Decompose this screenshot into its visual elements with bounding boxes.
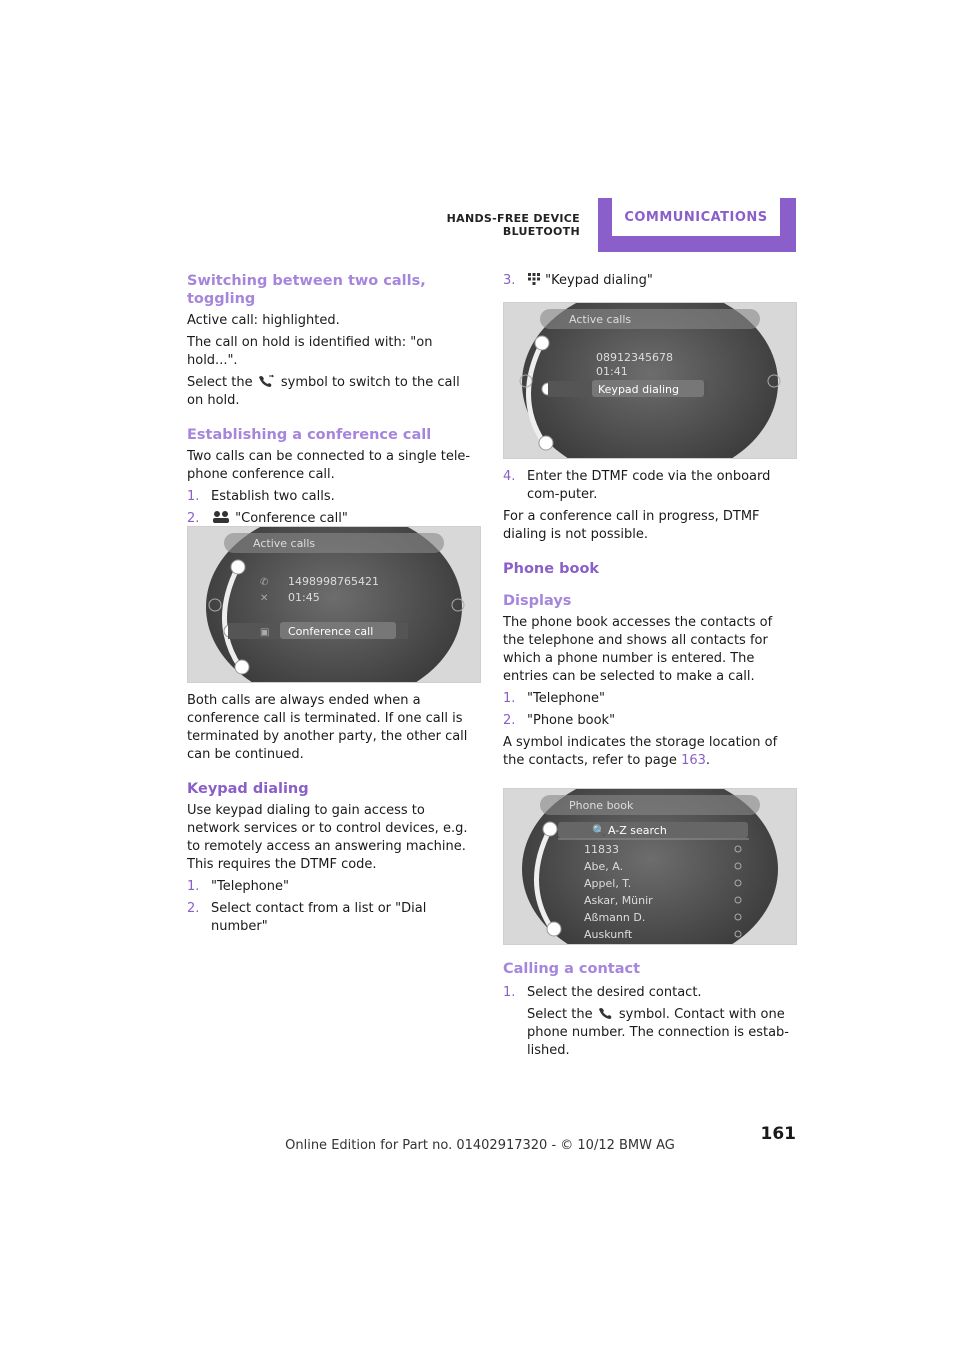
right-column	[503, 272, 795, 294]
phone-handset-icon	[597, 1007, 615, 1019]
list-item: 4. Enter the DTMF code via the onboard com-puter.	[503, 469, 771, 502]
contact-row: Auskunft	[584, 928, 633, 941]
screen-search: A-Z search	[608, 824, 667, 837]
text-keypad: Use keypad dialing to gain access to network services or to control devices, e.g. to remotely access an answering machine. This requires the DTMF code.	[187, 803, 468, 872]
left-column	[187, 272, 479, 532]
conference-call-icon	[211, 510, 231, 524]
svg-text:✕: ✕	[260, 593, 269, 604]
heading-displays: Displays	[503, 593, 572, 609]
screen-number: 08912345678	[596, 351, 673, 364]
chapter-tab-label: COMMUNICATIONS	[612, 198, 780, 236]
phone-toggle-icon	[257, 374, 277, 388]
contact-row: 11833	[584, 843, 619, 856]
heading-conference: Establishing a conference call	[187, 427, 432, 443]
text-calls-ended: Both calls are always ended when a conference call is terminated. If one call is terminated by another party, the other call can be continued.	[187, 693, 468, 762]
screen-number: 1498998765421	[288, 575, 379, 588]
page-ref-link[interactable]: 163	[681, 753, 706, 768]
screen-selected: Conference call	[288, 625, 374, 638]
text-conference: Two calls can be connected to a single tele-phone conference call.	[187, 449, 471, 482]
contact-row: Aßmann D.	[584, 911, 646, 924]
screenshot-keypad-dialing	[503, 302, 797, 459]
list-item: 3. "Keypad dialing"	[503, 273, 653, 288]
screen-selected: Keypad dialing	[598, 383, 679, 396]
text-select-symbol: Select the symbol to switch to the call on hold.	[187, 375, 460, 408]
left-column-lower	[187, 692, 479, 940]
svg-text:✆: ✆	[260, 577, 269, 588]
list-item: 2. "Phone book"	[503, 713, 616, 728]
list-item: 2. "Conference call"	[187, 511, 348, 526]
text-storage-symbol: A symbol indicates the storage location of the contacts, refer to page 163.	[503, 735, 778, 768]
running-header-section: HANDS-FREE DEVICE BLUETOOTH	[446, 212, 580, 238]
footer-edition: Online Edition for Part no. 01402917320 - © 10/12 BMW AG	[285, 1138, 675, 1153]
screen-title: Active calls	[253, 537, 316, 550]
screen-time: 01:41	[596, 365, 628, 378]
contact-row: Appel, T.	[584, 877, 632, 890]
screen-title: Active calls	[569, 313, 632, 326]
text-on-hold: The call on hold is identified with: "on hold...".	[187, 335, 433, 368]
list-item: 1. "Telephone"	[187, 879, 289, 894]
contact-row: Abe, A.	[584, 860, 624, 873]
right-column-lower	[503, 960, 795, 1060]
page-number: 161	[760, 1124, 796, 1144]
svg-text:▣: ▣	[260, 627, 270, 638]
list-item: 1. Establish two calls.	[187, 489, 335, 504]
list-item: 1. Select the desired contact.	[503, 985, 702, 1000]
svg-text:🔍: 🔍	[592, 824, 606, 837]
screen-title: Phone book	[569, 799, 634, 812]
screenshot-conference-call	[187, 526, 481, 683]
text-dtmf: For a conference call in progress, DTMF dialing is not possible.	[503, 509, 760, 542]
heading-keypad: Keypad dialing	[187, 781, 309, 797]
text-displays: The phone book accesses the contacts of the telephone and shows all contacts for which a phone number is entered. The entries can be selected to make a call.	[503, 615, 773, 684]
keypad-icon	[527, 272, 541, 286]
list-item: 1. "Telephone"	[503, 691, 605, 706]
text-active-call: Active call: highlighted.	[187, 313, 340, 328]
heading-calling-contact: Calling a contact	[503, 961, 641, 977]
contact-row: Askar, Münir	[584, 894, 653, 907]
screen-time: 01:45	[288, 591, 320, 604]
right-column-middle	[503, 468, 795, 774]
heading-toggling: Switching between two calls, toggling	[187, 273, 426, 307]
heading-phone-book: Phone book	[503, 561, 600, 577]
text-call-symbol: Select the symbol. Contact with one phone number. The connection is estab-lished.	[527, 1007, 789, 1058]
list-item: 2. Select contact from a list or "Dial number"	[187, 901, 427, 934]
screenshot-phone-book	[503, 788, 797, 945]
